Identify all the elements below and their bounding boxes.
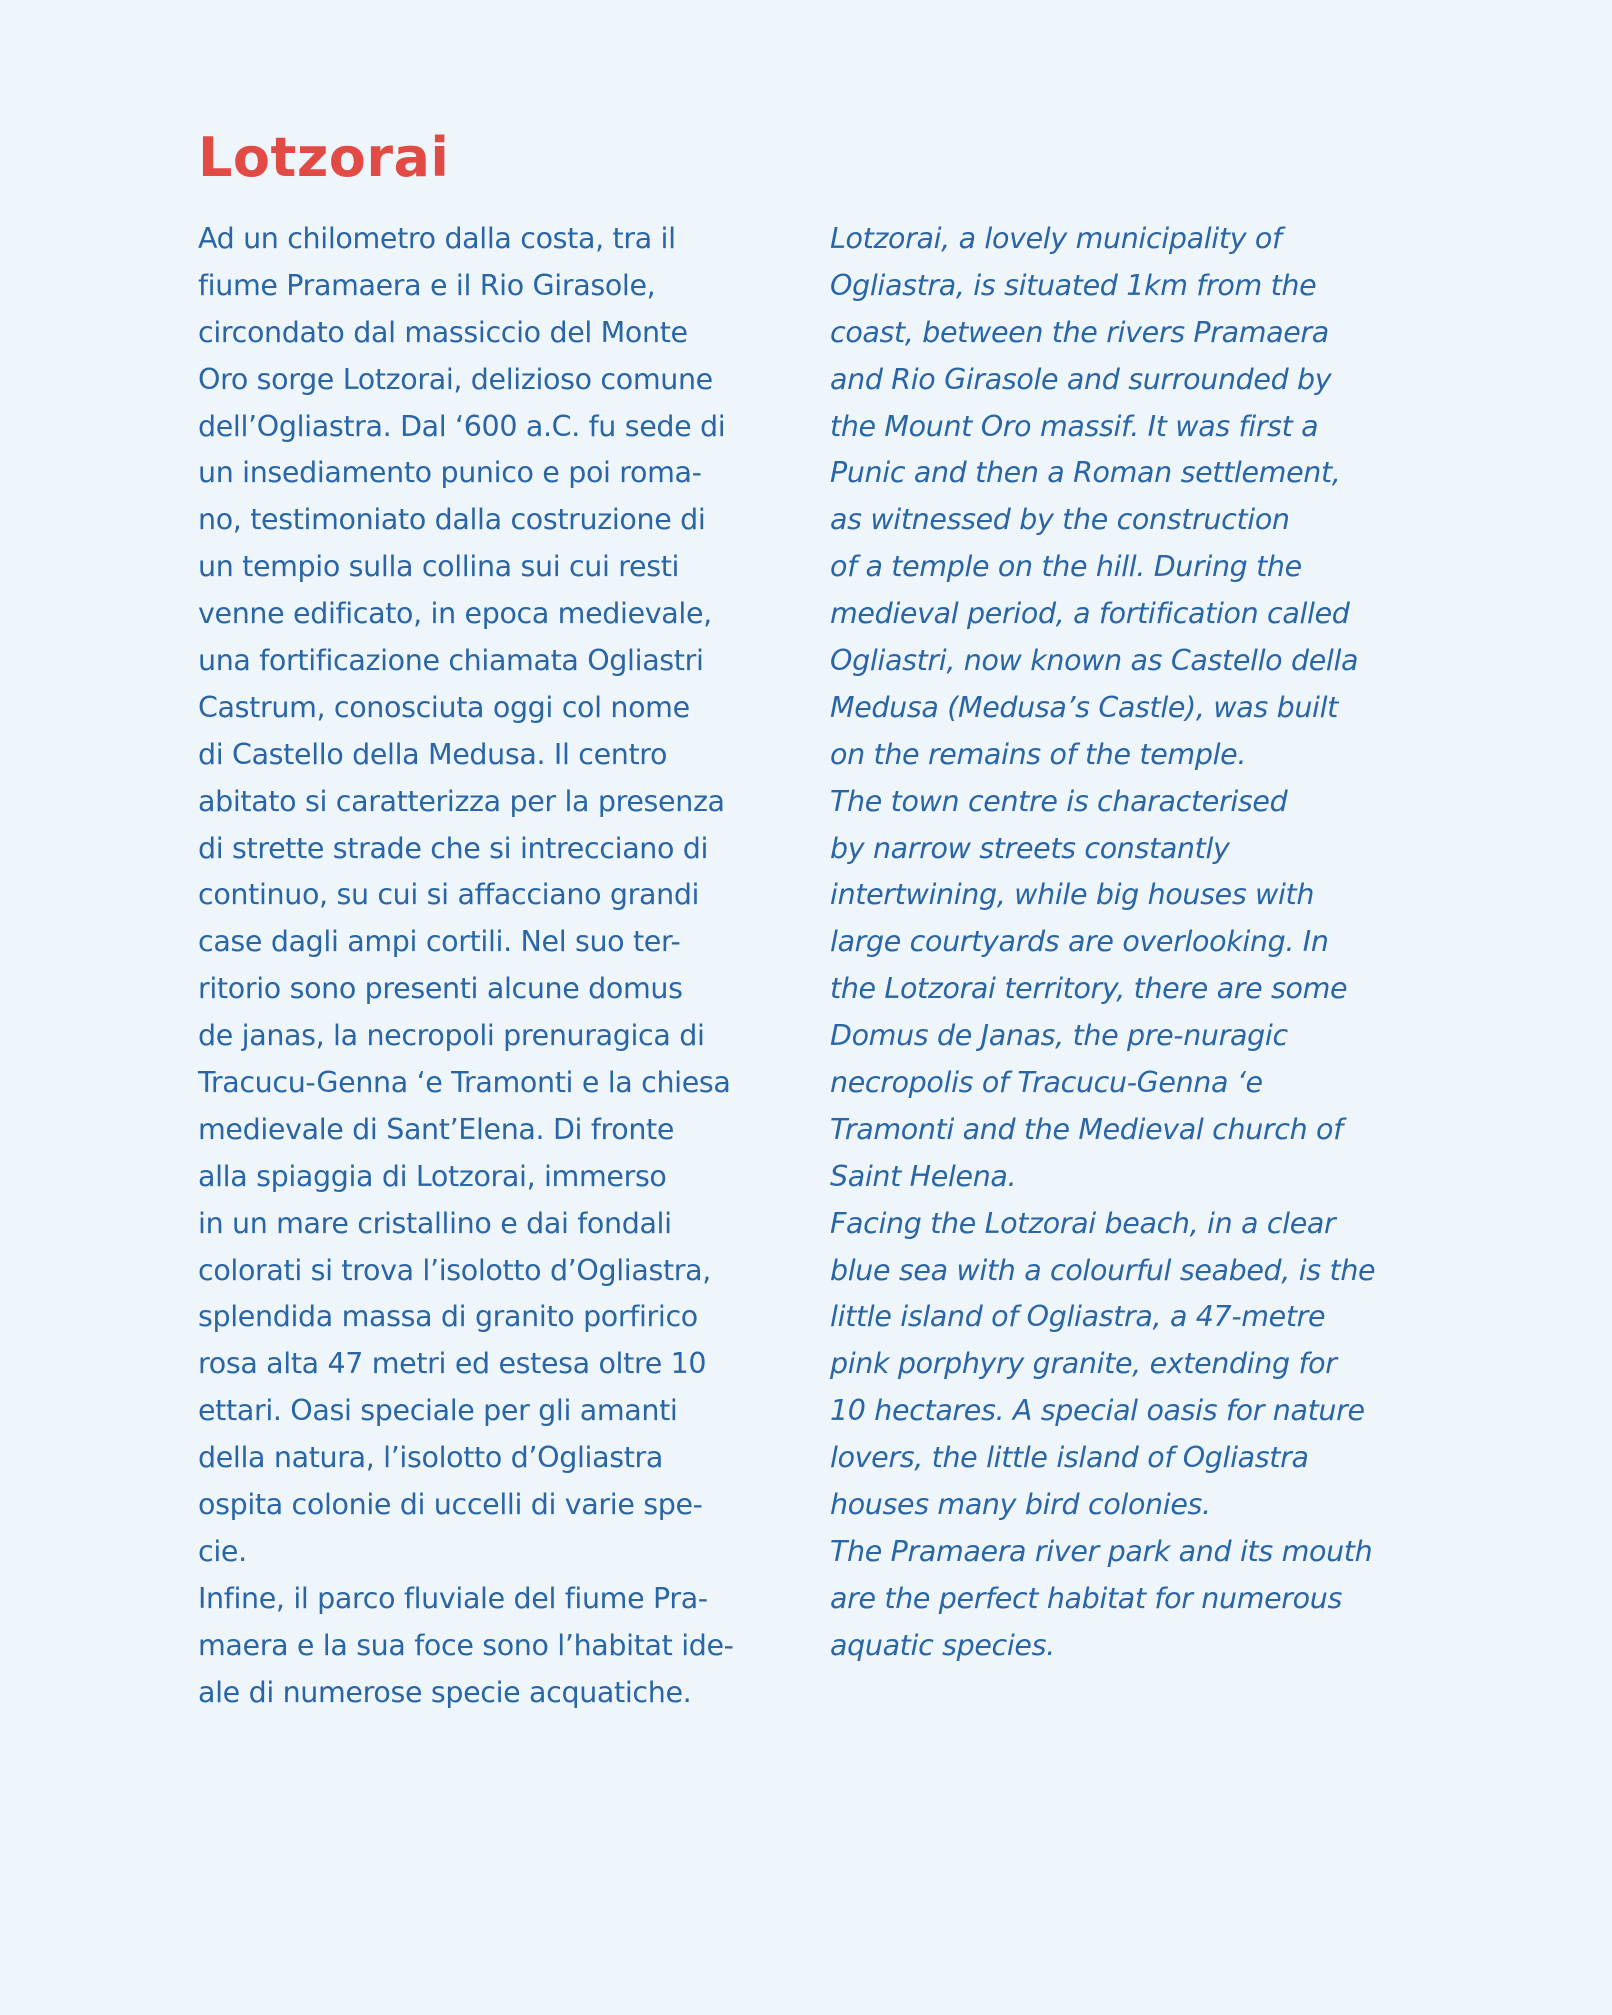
english-text-line: are the perfect habitat for numerous xyxy=(830,1581,1342,1615)
english-text-line: the Lotzorai territory, there are some xyxy=(830,972,1348,1006)
english-text-line: 10 hectares. A special oasis for nature xyxy=(830,1394,1365,1428)
italian-text-line: fiume Pramaera e il Rio Girasole, xyxy=(198,268,656,302)
english-text-line: coast, between the rivers Pramaera xyxy=(830,315,1329,349)
english-text-line: large courtyards are overlooking. In xyxy=(830,925,1329,959)
english-text-line: aquatic species. xyxy=(830,1628,1055,1662)
italian-text-line: alla spiaggia di Lotzorai, immerso xyxy=(198,1159,667,1193)
english-text-line: Saint Helena. xyxy=(830,1159,1017,1193)
italian-text-line: in un mare cristallino e dai fondali xyxy=(198,1206,672,1240)
italian-text-line: de janas, la necropoli prenuragica di xyxy=(198,1019,705,1053)
english-text-column xyxy=(830,216,1450,1670)
italian-text-line: splendida massa di granito porfirico xyxy=(198,1300,698,1334)
english-text-line: houses many bird colonies. xyxy=(830,1488,1211,1522)
italian-text-line: un insediamento punico e poi roma- xyxy=(198,456,702,490)
italian-text-line: Ad un chilometro dalla costa, tra il xyxy=(198,222,676,255)
italian-text-line: circondato dal massiccio del Monte xyxy=(198,315,688,349)
english-text-line: Punic and then a Roman settlement, xyxy=(830,456,1341,490)
italian-text-line: Oro sorge Lotzorai, delizioso comune xyxy=(198,362,713,396)
italian-text-line: continuo, su cui si affacciano grandi xyxy=(198,878,700,912)
english-text-line: little island of Ogliastra, a 47-metre xyxy=(830,1300,1326,1334)
english-text-line: The town centre is characterised xyxy=(830,784,1288,818)
italian-text-line: Tracucu-Genna ‘e Tramonti e la chiesa xyxy=(198,1066,731,1100)
english-text-line: the Mount Oro massif. It was first a xyxy=(830,409,1319,443)
english-text-line: by narrow streets constantly xyxy=(830,831,1230,865)
italian-text-line: dell’Ogliastra. Dal ‘600 a.C. fu sede di xyxy=(198,409,726,443)
english-text-line: medieval period, a fortification called xyxy=(830,597,1350,631)
english-text-line: The Pramaera river park and its mouth xyxy=(830,1534,1373,1568)
italian-text-line: Castrum, conosciuta oggi col nome xyxy=(198,690,690,724)
italian-text-line: no, testimoniato dalla costruzione di xyxy=(198,503,706,537)
italian-text-line: di strette strade che si intrecciano di xyxy=(198,831,709,865)
italian-text-line: medievale di Sant’Elena. Di fronte xyxy=(198,1112,675,1146)
italian-text-line: una fortificazione chiamata Ogliastri xyxy=(198,644,704,678)
italian-text-line: un tempio sulla collina sui cui resti xyxy=(198,550,680,584)
italian-text-line: venne edificato, in epoca medievale, xyxy=(198,597,712,631)
english-text-line: necropolis of Tracucu-Genna ‘e xyxy=(830,1066,1263,1100)
italian-text-line: case dagli ampi cortili. Nel suo ter- xyxy=(198,925,681,959)
italian-text-line: abitato si caratterizza per la presenza xyxy=(198,784,725,818)
italian-text-line: ale di numerose specie acquatiche. xyxy=(198,1675,692,1709)
english-text-line: Facing the Lotzorai beach, in a clear xyxy=(830,1206,1336,1240)
english-text-line: pink porphyry granite, extending for xyxy=(830,1347,1337,1381)
english-text-line: Domus de Janas, the pre-nuragic xyxy=(830,1019,1288,1053)
italian-text-line: ettari. Oasi speciale per gli amanti xyxy=(198,1394,678,1428)
page-title: Lotzorai xyxy=(198,126,450,189)
english-text-line: as witnessed by the construction xyxy=(830,503,1290,537)
english-text-line: on the remains of the temple. xyxy=(830,737,1247,771)
english-text-line: Medusa (Medusa’s Castle), was built xyxy=(830,690,1339,724)
italian-text-line: della natura, l’isolotto d’Ogliastra xyxy=(198,1441,664,1475)
italian-text-column xyxy=(198,216,798,1717)
english-text-line: Ogliastri, now known as Castello della xyxy=(830,644,1359,678)
italian-text-line: ospita colonie di uccelli di varie spe- xyxy=(198,1488,703,1522)
english-text-line: blue sea with a colourful seabed, is the xyxy=(830,1253,1376,1287)
english-text-line: Lotzorai, a lovely municipality of xyxy=(830,222,1282,255)
italian-text-line: colorati si trova l’isolotto d’Ogliastra, xyxy=(198,1253,711,1287)
italian-text-line: rosa alta 47 metri ed estesa oltre 10 xyxy=(198,1347,707,1381)
italian-text-line: Infine, il parco fluviale del fiume Pra- xyxy=(198,1581,708,1615)
english-text-line: lovers, the little island of Ogliastra xyxy=(830,1441,1309,1475)
italian-text-line: cie. xyxy=(198,1534,247,1568)
italian-text-line: maera e la sua foce sono l’habitat ide- xyxy=(198,1628,734,1662)
english-text-line: intertwining, while big houses with xyxy=(830,878,1315,912)
english-text-line: Ogliastra, is situated 1km from the xyxy=(830,268,1317,302)
english-text-line: and Rio Girasole and surrounded by xyxy=(830,362,1332,396)
italian-text-line: ritorio sono presenti alcune domus xyxy=(198,972,683,1006)
english-text-line: Tramonti and the Medieval church of xyxy=(830,1112,1343,1146)
italian-text-line: di Castello della Medusa. Il centro xyxy=(198,737,668,771)
english-text-line: of a temple on the hill. During the xyxy=(830,550,1302,584)
